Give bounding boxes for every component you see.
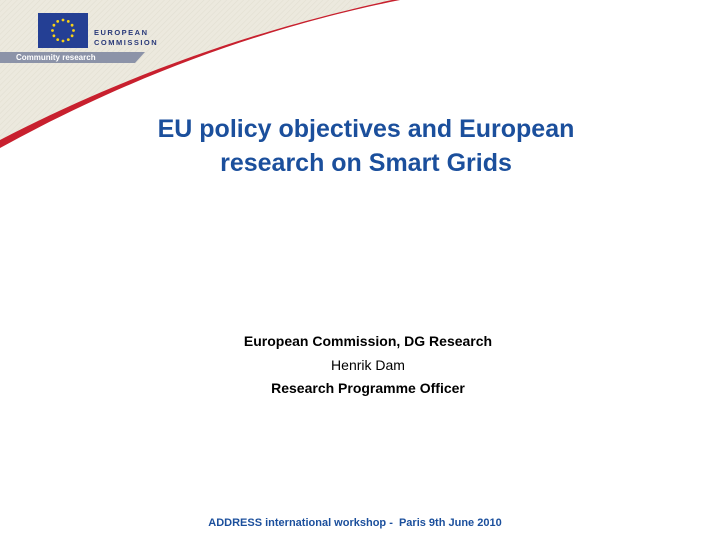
- wordmark-line1: EUROPEAN: [94, 28, 149, 37]
- commission-wordmark: [94, 28, 158, 47]
- eu-flag-logo: [38, 13, 88, 48]
- wordmark-line2: COMMISSION: [94, 37, 159, 47]
- presenter-organization: European Commission, DG Research: [243, 333, 493, 349]
- community-research-label: Community research: [16, 53, 96, 62]
- presenter-name: Henrik Dam: [331, 356, 405, 373]
- presenter-block: [118, 330, 618, 401]
- slide-title-line2: research on Smart Grids: [220, 149, 512, 177]
- eu-stars-icon: [38, 13, 88, 48]
- slide-footer: ADDRESS international workshop - Paris 9th June 2010: [208, 517, 502, 529]
- slide-title: [60, 112, 672, 180]
- presenter-role: Research Programme Officer: [271, 380, 465, 396]
- slide-title-line1: EU policy objectives and European: [157, 115, 575, 143]
